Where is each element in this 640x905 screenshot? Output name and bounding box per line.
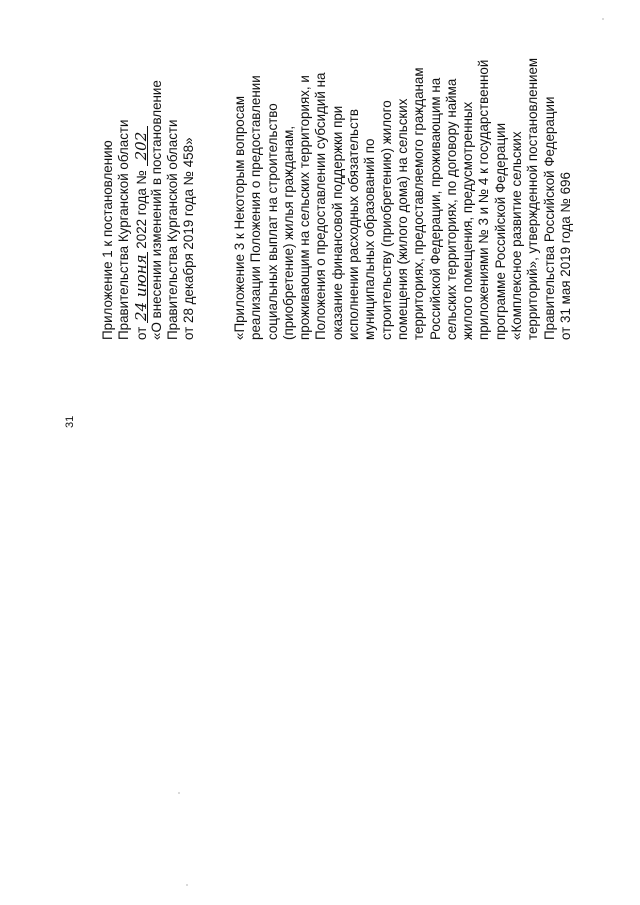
date-year-label: 2022 года № (133, 166, 149, 253)
appendix-title-line: исполнении расходных обязательств (346, 109, 362, 340)
appendix-title-block (232, 58, 574, 340)
scan-speck (602, 18, 604, 20)
appendix-title-line: проживающим на сельских территориях, и (297, 75, 313, 340)
appendix-title-line: Российской Федерации, проживающим на (427, 77, 443, 340)
appendix-title-line: «Комплексное развитие сельских (509, 131, 525, 340)
date-prefix: от (133, 326, 149, 340)
appendix-title-line: приложениями № 3 и № 4 к государственной (476, 59, 492, 340)
appendix-title-line: (приобретение) жилья гражданам, (280, 125, 296, 340)
appendix-title-line: жилого помещения, предусмотренных (460, 101, 476, 340)
scan-speck (186, 884, 188, 886)
appendix-title-line: социальных выплат на строительство (264, 103, 280, 340)
appendix-header-line: от 28 декабря 2019 года № 458» (181, 137, 197, 340)
appendix-title-line: строительству (приобретению) жилого (378, 100, 394, 340)
appendix-header-line: Приложение 1 к постановлению (100, 140, 115, 340)
appendix-title-line: территорий», утвержденной постановлением (525, 57, 541, 340)
page-number: 31 (64, 415, 76, 428)
appendix-title-line: оказание финансовой поддержки при (329, 105, 345, 340)
scan-speck (178, 792, 180, 794)
appendix-title-line: программе Российской Федерации (492, 122, 508, 340)
handwritten-decree-number: 202 (133, 126, 149, 167)
appendix-title-line: «Приложение 3 к Некоторым вопросам (232, 95, 247, 340)
appendix-header (100, 80, 198, 340)
handwritten-date: 24 июня (131, 254, 150, 321)
appendix-title-line: помещения (жилого дома) на сельских (394, 98, 410, 340)
appendix-title-line: муниципальных образований по (362, 138, 378, 340)
appendix-title-line: Правительства Российской Федерации (541, 96, 557, 340)
appendix-header-line: «О внесении изменений в постановление (148, 80, 164, 340)
appendix-header-line: Правительства Курганской области (165, 119, 181, 340)
appendix-header-date-line (133, 80, 149, 340)
appendix-title-line: территориях, предоставляемого гражданам (411, 67, 427, 340)
appendix-title-line: Положения о предоставлении субсидий на (313, 72, 329, 340)
appendix-title-line: от 31 мая 2019 года № 696 (557, 172, 573, 340)
appendix-title-line: реализации Положения о предоставлении (248, 75, 264, 340)
appendix-header-line: Правительства Курганской области (116, 119, 132, 340)
appendix-title-line: сельских территориях, по договору найма (443, 78, 459, 340)
